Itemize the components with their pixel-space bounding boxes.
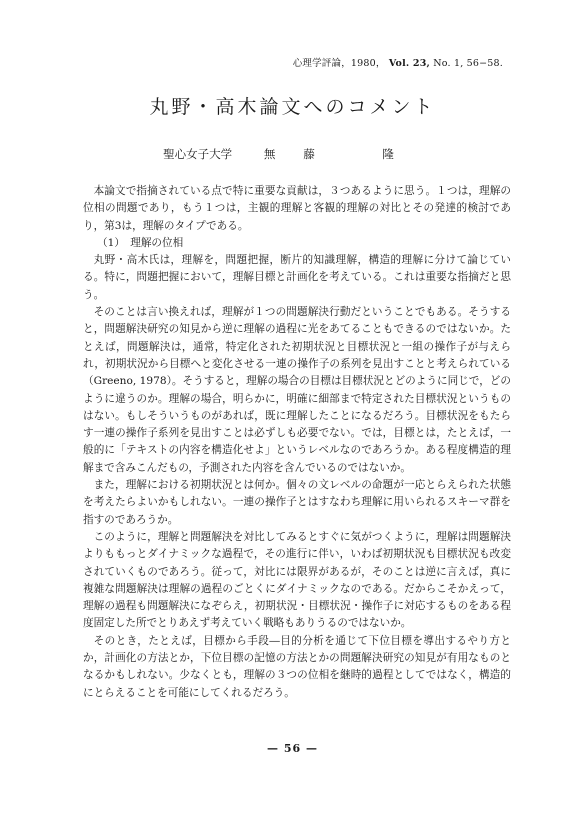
running-header [293, 55, 503, 69]
paragraph: そのとき，たとえば，目標から手段―目的分析を通じて下位目標を導出するやり方とか，計画化の方法とか，下位目標の記憶の方法とかの問題解決研究の知見が有用なものとなるかもしれない。少なくとも，理解の３つの位相を継時的過程としてではなく，構造的にとらえることを可能にしてくれるだろう。 [83, 634, 511, 699]
author-line [0, 146, 585, 162]
paragraph: 丸野・高木氏は，理解を，問題把握，断片的知識理解，構造的理解に分けて論じている。特に，問題把握において，理解目標と計画化を考えている。これは重要な指摘だと思う。 [83, 254, 511, 301]
section-heading: （1） 理解の位相 [97, 236, 184, 249]
paragraph: このように，理解と問題解決を対比してみるとすぐに気がつくように，理解は問題解決よりももっとダイナミックな過程で，その進行に伴い，いわば初期状況も目標状況も改変されていくものであろう。従って，対比には限界があるが，そのことは逆に言えば，真に複雑な問題解決は理解の過程のごとくにダイナミックなのである。だからこそかえって，理解の過程も問題解決になぞらえ，初期状況・目標状況・操作子に対応するものをある程度固定した所でとりあえず考えていく戦略もありうるのではないか。 [83, 530, 511, 630]
page-number: — 56 — [267, 742, 318, 755]
paragraph: そのことは言い換えれば，理解が１つの問題解決行動だということでもある。そうすると，問題解決研究の知見から逆に理解の過程に光をあてることもできるのではないか。たとえば，問題解決は，通常，特定化された初期状況と目標状況と一組の操作子が与えられ，初期状況から目標へと変化させる一連の操作子の系列を見出すことと考えられている（Greeno, 1978）。そうすると，理解の場合の目標は目標状況とどのように同じで，どのように違うのか。理解の場合，明らかに，明確に細部まで特定された目標状況というものはない。もしそういうものがあれば，既に理解したことになるだろう。目標状況をもたらす一連の操作子系列を見出すことは必ずしも必要でない。では，目標とは，たとえば，一般的に「テキストの内容を構造化せよ」というレベルなのであろうか。ある程度構造的理解まで含みこんだもの，予測された内容を含んでいるのではないか。 [83, 306, 511, 474]
volume-number: Vol. 23, [388, 58, 431, 69]
paragraph: また，理解における初期状況とは何か。個々の文レベルの命題が一応とらえられた状態を考えたらよいかもしれない。一連の操作子とはすなわち理解に用いられるスキーマ群を指すのであろうか。 [83, 479, 511, 526]
author-name: 無藤 隆 [263, 147, 422, 161]
body-text [83, 183, 511, 702]
author-affiliation: 聖心女子大学 [163, 147, 233, 161]
journal-citation: 心理学評論，1980， [292, 58, 386, 69]
paragraph: 本論文で指摘されている点で特に重要な貢献は，３つあるように思う。１つは，理解の位相の問題であり，もう１つは，主観的理解と客観的理解の対比とその発達的検討であり，第3は，理解のタイプである。 [83, 185, 511, 232]
issue-pages: No. 1, 56−58. [433, 58, 503, 69]
article-title: 丸野・高木論文へのコメント [149, 96, 436, 118]
